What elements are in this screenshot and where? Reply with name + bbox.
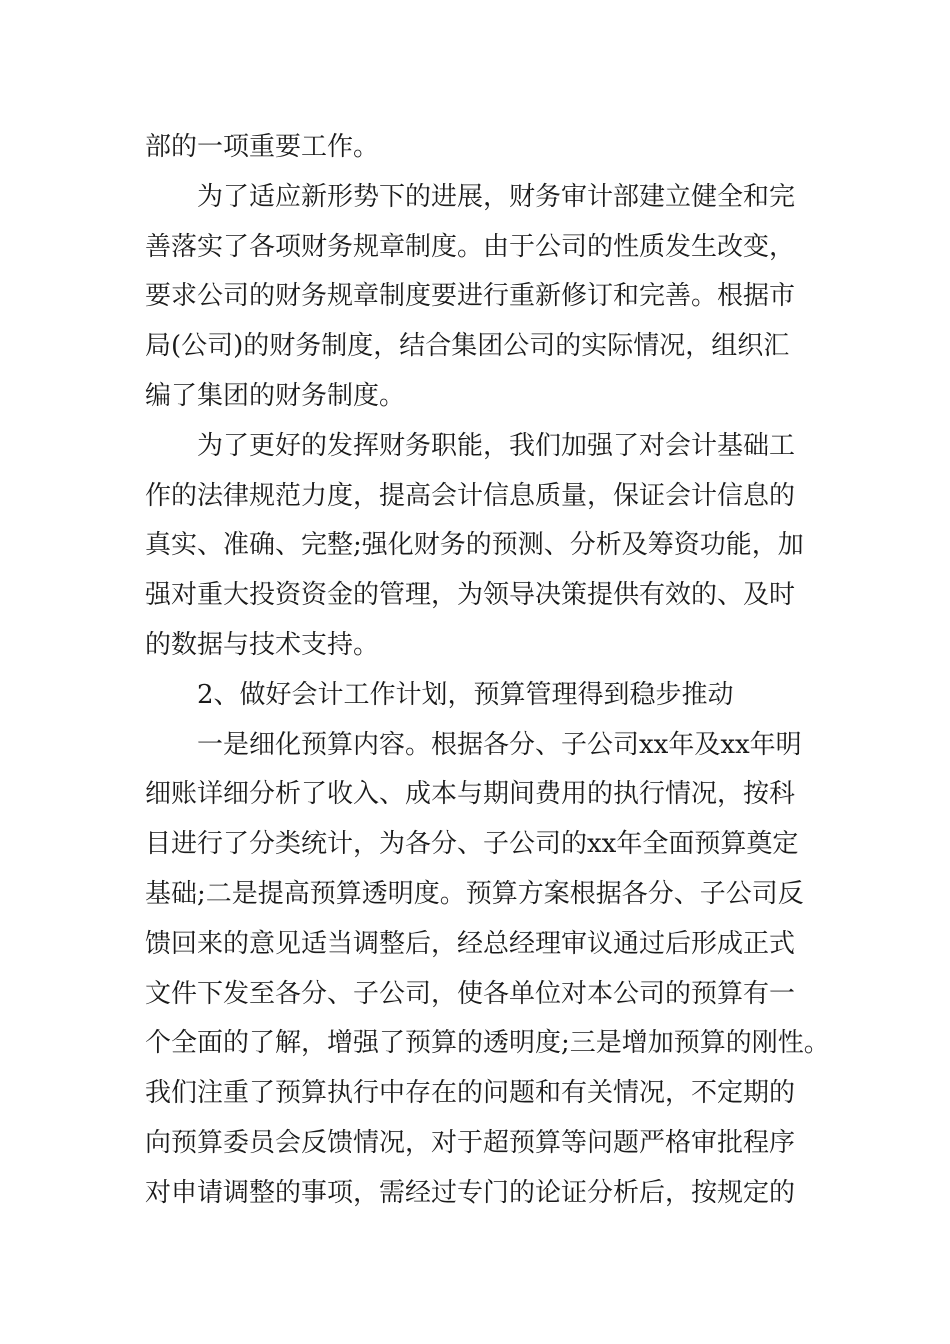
text-line: 对申请调整的事项，需经过专门的论证分析后，按规定的	[145, 1177, 796, 1208]
text-line: 编了集团的财务制度。	[145, 380, 406, 411]
section-heading: 2、做好会计工作计划，预算管理得到稳步推动	[197, 679, 734, 710]
text-line: 强对重大投资资金的管理，为领导决策提供有效的、及时	[145, 580, 796, 611]
text-line: 基础;二是提高预算透明度。预算方案根据各分、子公司反	[145, 878, 804, 909]
text-line: 真实、准确、完整;强化财务的预测、分析及筹资功能，加	[145, 530, 804, 561]
text-line: 细账详细分析了收入、成本与期间费用的执行情况，按科	[145, 779, 796, 810]
body-text	[145, 123, 835, 1219]
paragraph-start-line: 一是细化预算内容。根据各分、子公司xx年及xx年明	[197, 729, 802, 760]
text-line: 的数据与技术支持。	[145, 629, 380, 660]
text-line: 个全面的了解，增强了预算的透明度;三是增加预算的刚性。	[145, 1028, 830, 1059]
text-line: 目进行了分类统计，为各分、子公司的xx年全面预算奠定	[145, 829, 799, 860]
text-line: 向预算委员会反馈情况，对于超预算等问题严格审批程序	[145, 1127, 796, 1158]
paragraph-start-line: 为了适应新形势下的进展，财务审计部建立健全和完	[197, 181, 796, 212]
text-line: 局(公司)的财务制度，结合集团公司的实际情况，组织汇	[145, 331, 790, 362]
text-line: 作的法律规范力度，提高会计信息质量，保证会计信息的	[145, 480, 796, 511]
text-line: 我们注重了预算执行中存在的问题和有关情况，不定期的	[145, 1078, 796, 1109]
text-line: 部的一项重要工作。	[145, 132, 380, 162]
paragraph-start-line: 为了更好的发挥财务职能，我们加强了对会计基础工	[197, 430, 796, 461]
text-line: 善落实了各项财务规章制度。由于公司的性质发生改变，	[145, 231, 796, 262]
text-line: 馈回来的意见适当调整后，经总经理审议通过后形成正式	[145, 928, 796, 959]
text-line: 文件下发至各分、子公司，使各单位对本公司的预算有一	[145, 978, 796, 1009]
text-line: 要求公司的财务规章制度要进行重新修订和完善。根据市	[145, 281, 796, 312]
